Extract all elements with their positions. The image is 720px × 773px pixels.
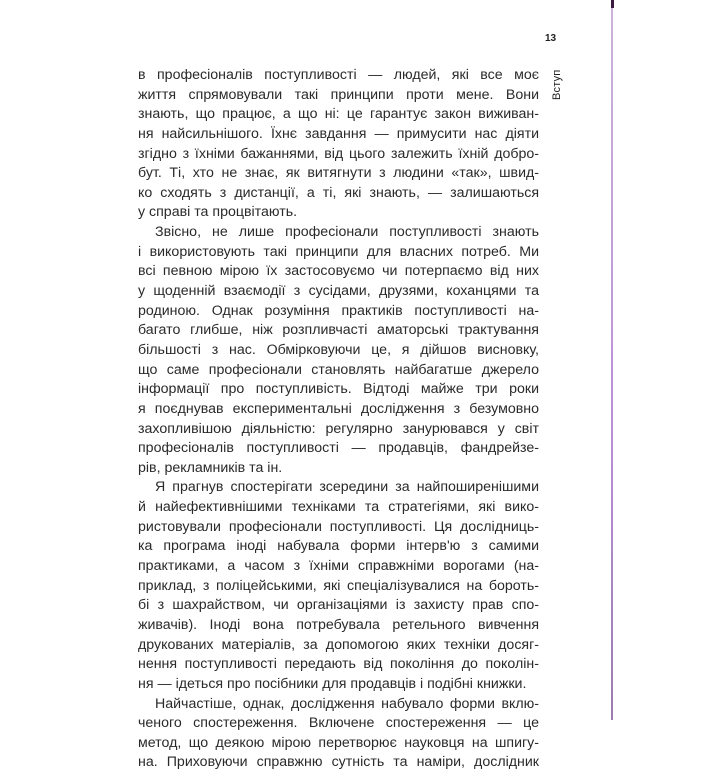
text-line: метод, що деякою мірою перетворює науковця на шпигу- [138, 734, 539, 754]
paragraph [138, 66, 539, 223]
text-line: живачів). Іноді вона потребувала ретельного вивчення [138, 616, 539, 636]
text-line: бут. Ті, хто не знає, як витягнути з людини «так», швид- [138, 164, 539, 184]
text-line: ко сходять з дистанції, а ті, які знають, — залишаються [138, 184, 539, 204]
text-line: більшості з нас. Обмірковуючи це, я дійшов висновку, [138, 341, 539, 361]
paragraph [138, 223, 539, 478]
page-edge-line [611, 0, 613, 720]
text-line: всі певною мірою їх застосовуємо чи потерпаємо від них [138, 262, 539, 282]
running-head: Вступ [551, 70, 563, 100]
text-line: ристовували професіонали поступливості. Ця дослідниць- [138, 518, 539, 538]
text-line: рів, рекламників та ін. [138, 459, 539, 479]
text-line: і використовують такі принципи для власних потреб. Ми [138, 243, 539, 263]
text-line: знають, що працює, а що ні: це гарантує закон виживан- [138, 105, 539, 125]
text-line: ка програма іноді набувала форми інтерв'ю з самими [138, 537, 539, 557]
text-line: друкованих матеріалів, за допомогою яких техніки досяг- [138, 636, 539, 656]
text-line: у щоденній взаємодії з сусідами, друзями, коханцями та [138, 282, 539, 302]
text-line: родиною. Однак розуміння практиків поступливості на- [138, 302, 539, 322]
text-line: ченого спостереження. Включене спостереження — це [138, 714, 539, 734]
text-line: ня — ідеться про посібники для продавців і подібні книжки. [138, 675, 539, 695]
paragraph [138, 478, 539, 694]
text-line: на. Приховуючи справжню сутність та наміри, дослідник [138, 753, 539, 773]
page-number: 13 [545, 33, 556, 44]
text-line: нення поступливості передають від покоління до поколін- [138, 655, 539, 675]
text-line: що саме професіонали становлять найбагатше джерело [138, 361, 539, 381]
text-line: інформації про поступливість. Відтоді майже три роки [138, 380, 539, 400]
text-line: й найефективнішими техніками та стратегіями, які вико- [138, 498, 539, 518]
text-line: практиками, а часом з їхніми справжніми ворогами (на- [138, 557, 539, 577]
text-line: згідно з їхніми бажаннями, від цього залежить їхній добро- [138, 145, 539, 165]
page-edge-mark [611, 0, 614, 8]
text-line: Звісно, не лише професіонали поступливості знають [138, 223, 539, 243]
text-line: у справі та процвітають. [138, 203, 539, 223]
text-line: життя спрямовували такі принципи проти мене. Вони [138, 86, 539, 106]
text-line: захопливішою діяльністю: регулярно занурювався у світ [138, 420, 539, 440]
text-line: приклад, з поліцейськими, які спеціалізувалися на бороть- [138, 577, 539, 597]
text-line: багато глибше, ніж розпливчасті аматорські трактування [138, 321, 539, 341]
text-line: бі з шахрайством, чи організаціями із захисту прав спо- [138, 596, 539, 616]
body-text [138, 66, 539, 773]
text-line: я поєднував експериментальні дослідження з безумовно [138, 400, 539, 420]
text-line: професіоналів поступливості — продавців, фандрейзе- [138, 439, 539, 459]
text-line: Я прагнув спостерігати зсередини за найпоширенішими [138, 478, 539, 498]
paragraph [138, 695, 539, 773]
text-line: Найчастіше, однак, дослідження набувало форми вклю- [138, 695, 539, 715]
text-line: ня найсильнішого. Їхнє завдання — примусити нас діяти [138, 125, 539, 145]
text-line: в професіоналів поступливості — людей, які все моє [138, 66, 539, 86]
